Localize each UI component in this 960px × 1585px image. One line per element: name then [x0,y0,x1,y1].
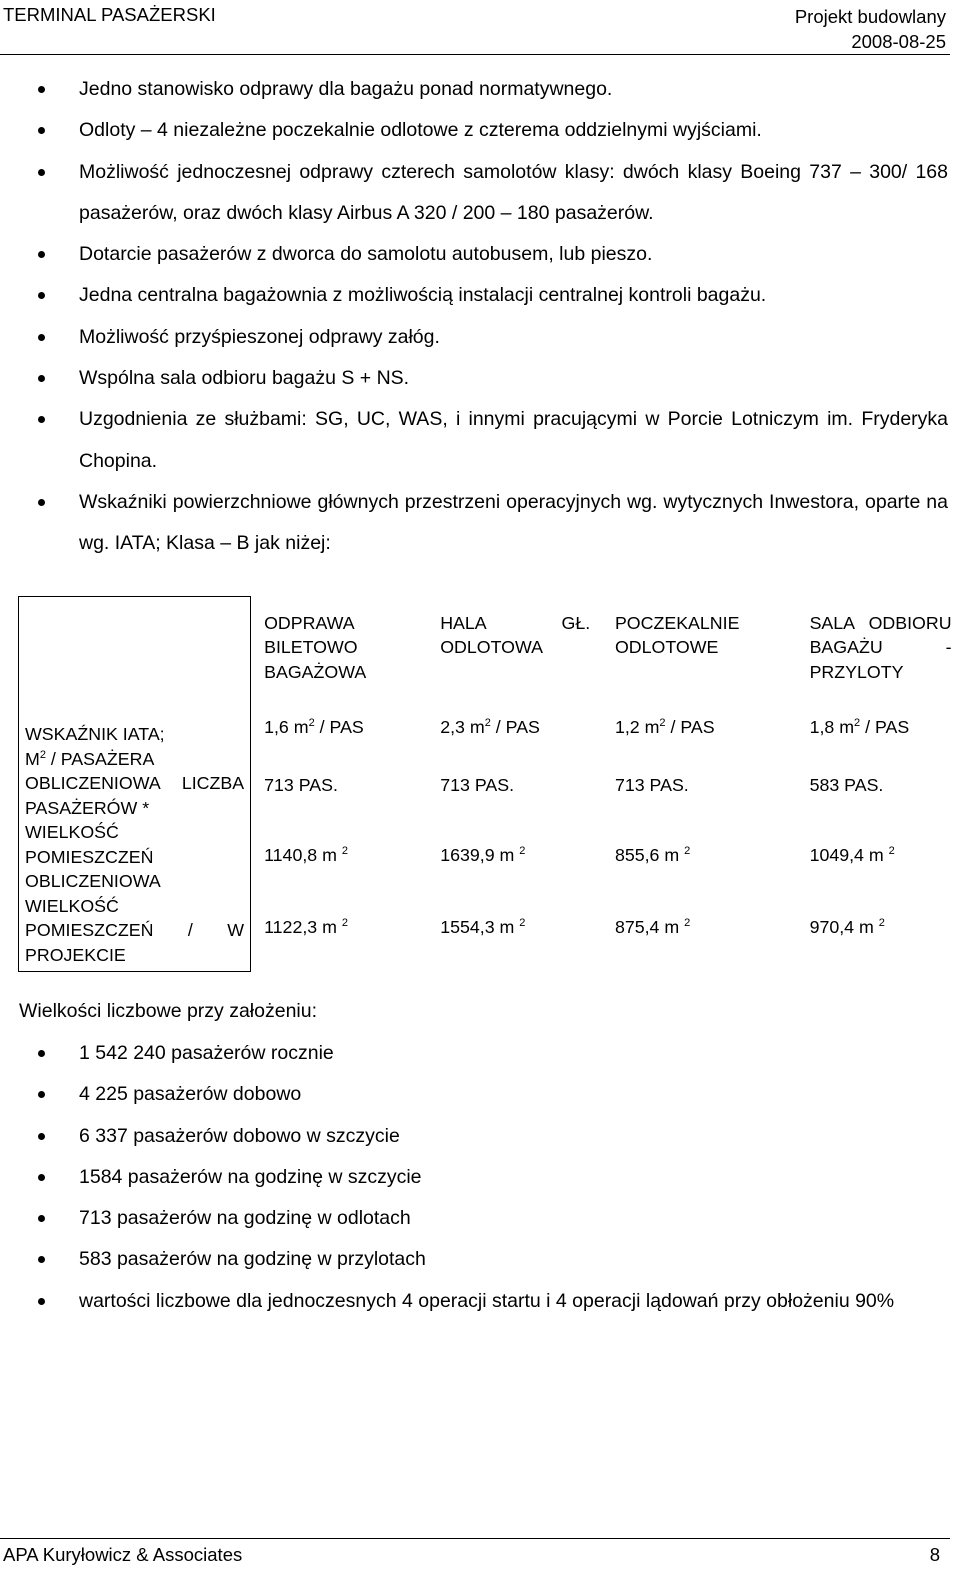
table-cell: 713 PAS. [440,774,515,795]
row-label-calculated-size: WIELKOŚĆ POMIESZCZEŃ OBLICZENIOWA [25,822,161,891]
table-cell: 1,6 $m^2$ / PAS [264,716,364,737]
bullet-icon [38,292,45,299]
table-cell: 1554,3 m $^2$ [440,916,526,937]
list-item: 713 pasażerów na godzinę w odlotach [0,1198,950,1239]
bullet-icon [38,1256,45,1263]
bullet-icon [38,169,45,176]
page-footer [0,1538,950,1585]
numbers-list [0,1033,950,1322]
list-item: wartości liczbowe dla jednoczesnych 4 operacji startu i 4 operacji lądowań przy obłożeniu 90% [0,1281,950,1322]
bullet-icon [38,86,45,93]
row-labels-cell [19,597,251,972]
bullet-icon [38,1091,45,1098]
list-item: 583 pasażerów na godzinę w przylotach [0,1239,950,1280]
table-cell: 1122,3 m $^2$ [264,916,348,937]
bullet-icon [38,1133,45,1140]
table-cell: 855,6 m $^2$ [614,844,691,865]
row-label-passengers: OBLICZENIOWA LICZBA PASAŻERÓW * [25,773,245,818]
table-cell: 1,8 $m^2$ / PAS [809,716,910,737]
table-header-row [19,597,960,703]
page-number: 8 [929,1544,940,1565]
list-item: 6 337 pasażerów dobowo w szczycie [0,1116,950,1157]
row-label-iata: WSKAŹNIK IATA; $M^2$ / PASAŻERA [25,724,165,769]
bullet-icon [38,375,45,382]
requirements-list [0,69,950,565]
table-cell: 1639,9 m $^2$ [440,844,526,865]
table-cell: 1140,8 m $^2$ [264,844,348,865]
bullet-icon [38,1215,45,1222]
list-item: 4 225 pasażerów dobowo [0,1074,950,1115]
list-item: Uzgodnienia ze służbami: SG, UC, WAS, i innymi pracującymi w Porcie Lotniczym im. Fryderyka Chopina. [0,399,950,482]
list-item: Odloty – 4 niezależne poczekalnie odlotowe z czterema oddzielnymi wyjściami. [0,110,950,151]
column-header: POCZEKALNIE ODLOTOWE [614,612,740,657]
page-header [0,0,950,55]
table-cell: 2,3 $m^2$ / PAS [440,716,540,737]
footer-company: APA Kuryłowicz & Associates [3,1544,243,1565]
bullet-icon [38,334,45,341]
bullet-icon [38,1298,45,1305]
table-cell: 1,2 $m^2$ / PAS [614,716,715,737]
table-cell: 713 PAS. [264,774,338,795]
bullet-icon [38,416,45,423]
table-cell: 1049,4 m $^2$ [809,844,895,865]
list-item: Wspólna sala odbioru bagażu S + NS. [0,358,950,399]
header-project-info [795,4,946,54]
numbers-heading: Wielkości liczbowe przy założeniu: [19,1000,318,1022]
list-item: Jedna centralna bagażownia z możliwością instalacji centralnej kontroli bagażu. [0,275,950,316]
iata-indicator-table [18,596,960,972]
list-item: Wskaźniki powierzchniowe głównych przestrzeni operacyjnych wg. wytycznych Inwestora, oparte na wg. IATA; Klasa – B jak niżej: [0,482,950,565]
table-cell: 583 PAS. [809,774,884,795]
list-item: 1 542 240 pasażerów rocznie [0,1033,950,1074]
header-title: TERMINAL PASAŻERSKI [3,4,216,25]
column-header: HALA GŁ. ODLOTOWA [440,612,591,657]
header-date: 2008-08-25 [851,31,946,52]
bullet-icon [38,127,45,134]
table-cell: 970,4 m $^2$ [809,916,885,937]
list-item: Możliwość jednoczesnej odprawy czterech samolotów klasy: dwóch klasy Boeing 737 – 300/ 168 pasażerów, oraz dwóch klasy Airbus A 320 / 200 – 180 pasażerów. [0,152,950,235]
column-header: SALA ODBIORU BAGAŻU - PRZYLOTY [809,612,952,682]
table-cell: 713 PAS. [614,774,689,795]
bullet-icon [38,1174,45,1181]
list-item: 1584 pasażerów na godzinę w szczycie [0,1157,950,1198]
bullet-icon [38,499,45,506]
column-header: ODPRAWA BILETOWO BAGAŻOWA [264,612,367,682]
list-item: Jedno stanowisko odprawy dla bagażu ponad normatywnego. [0,69,950,110]
row-label-design-size: WIELKOŚĆ POMIESZCZEŃ / W PROJEKCIE [25,895,245,965]
bullet-icon [38,251,45,258]
list-item: Możliwość przyśpieszonej odprawy załóg. [0,317,950,358]
header-project-type: Projekt budowlany [794,6,946,27]
bullet-icon [38,1050,45,1057]
table-cell: 875,4 m $^2$ [614,916,691,937]
list-item: Dotarcie pasażerów z dworca do samolotu autobusem, lub pieszo. [0,234,950,275]
